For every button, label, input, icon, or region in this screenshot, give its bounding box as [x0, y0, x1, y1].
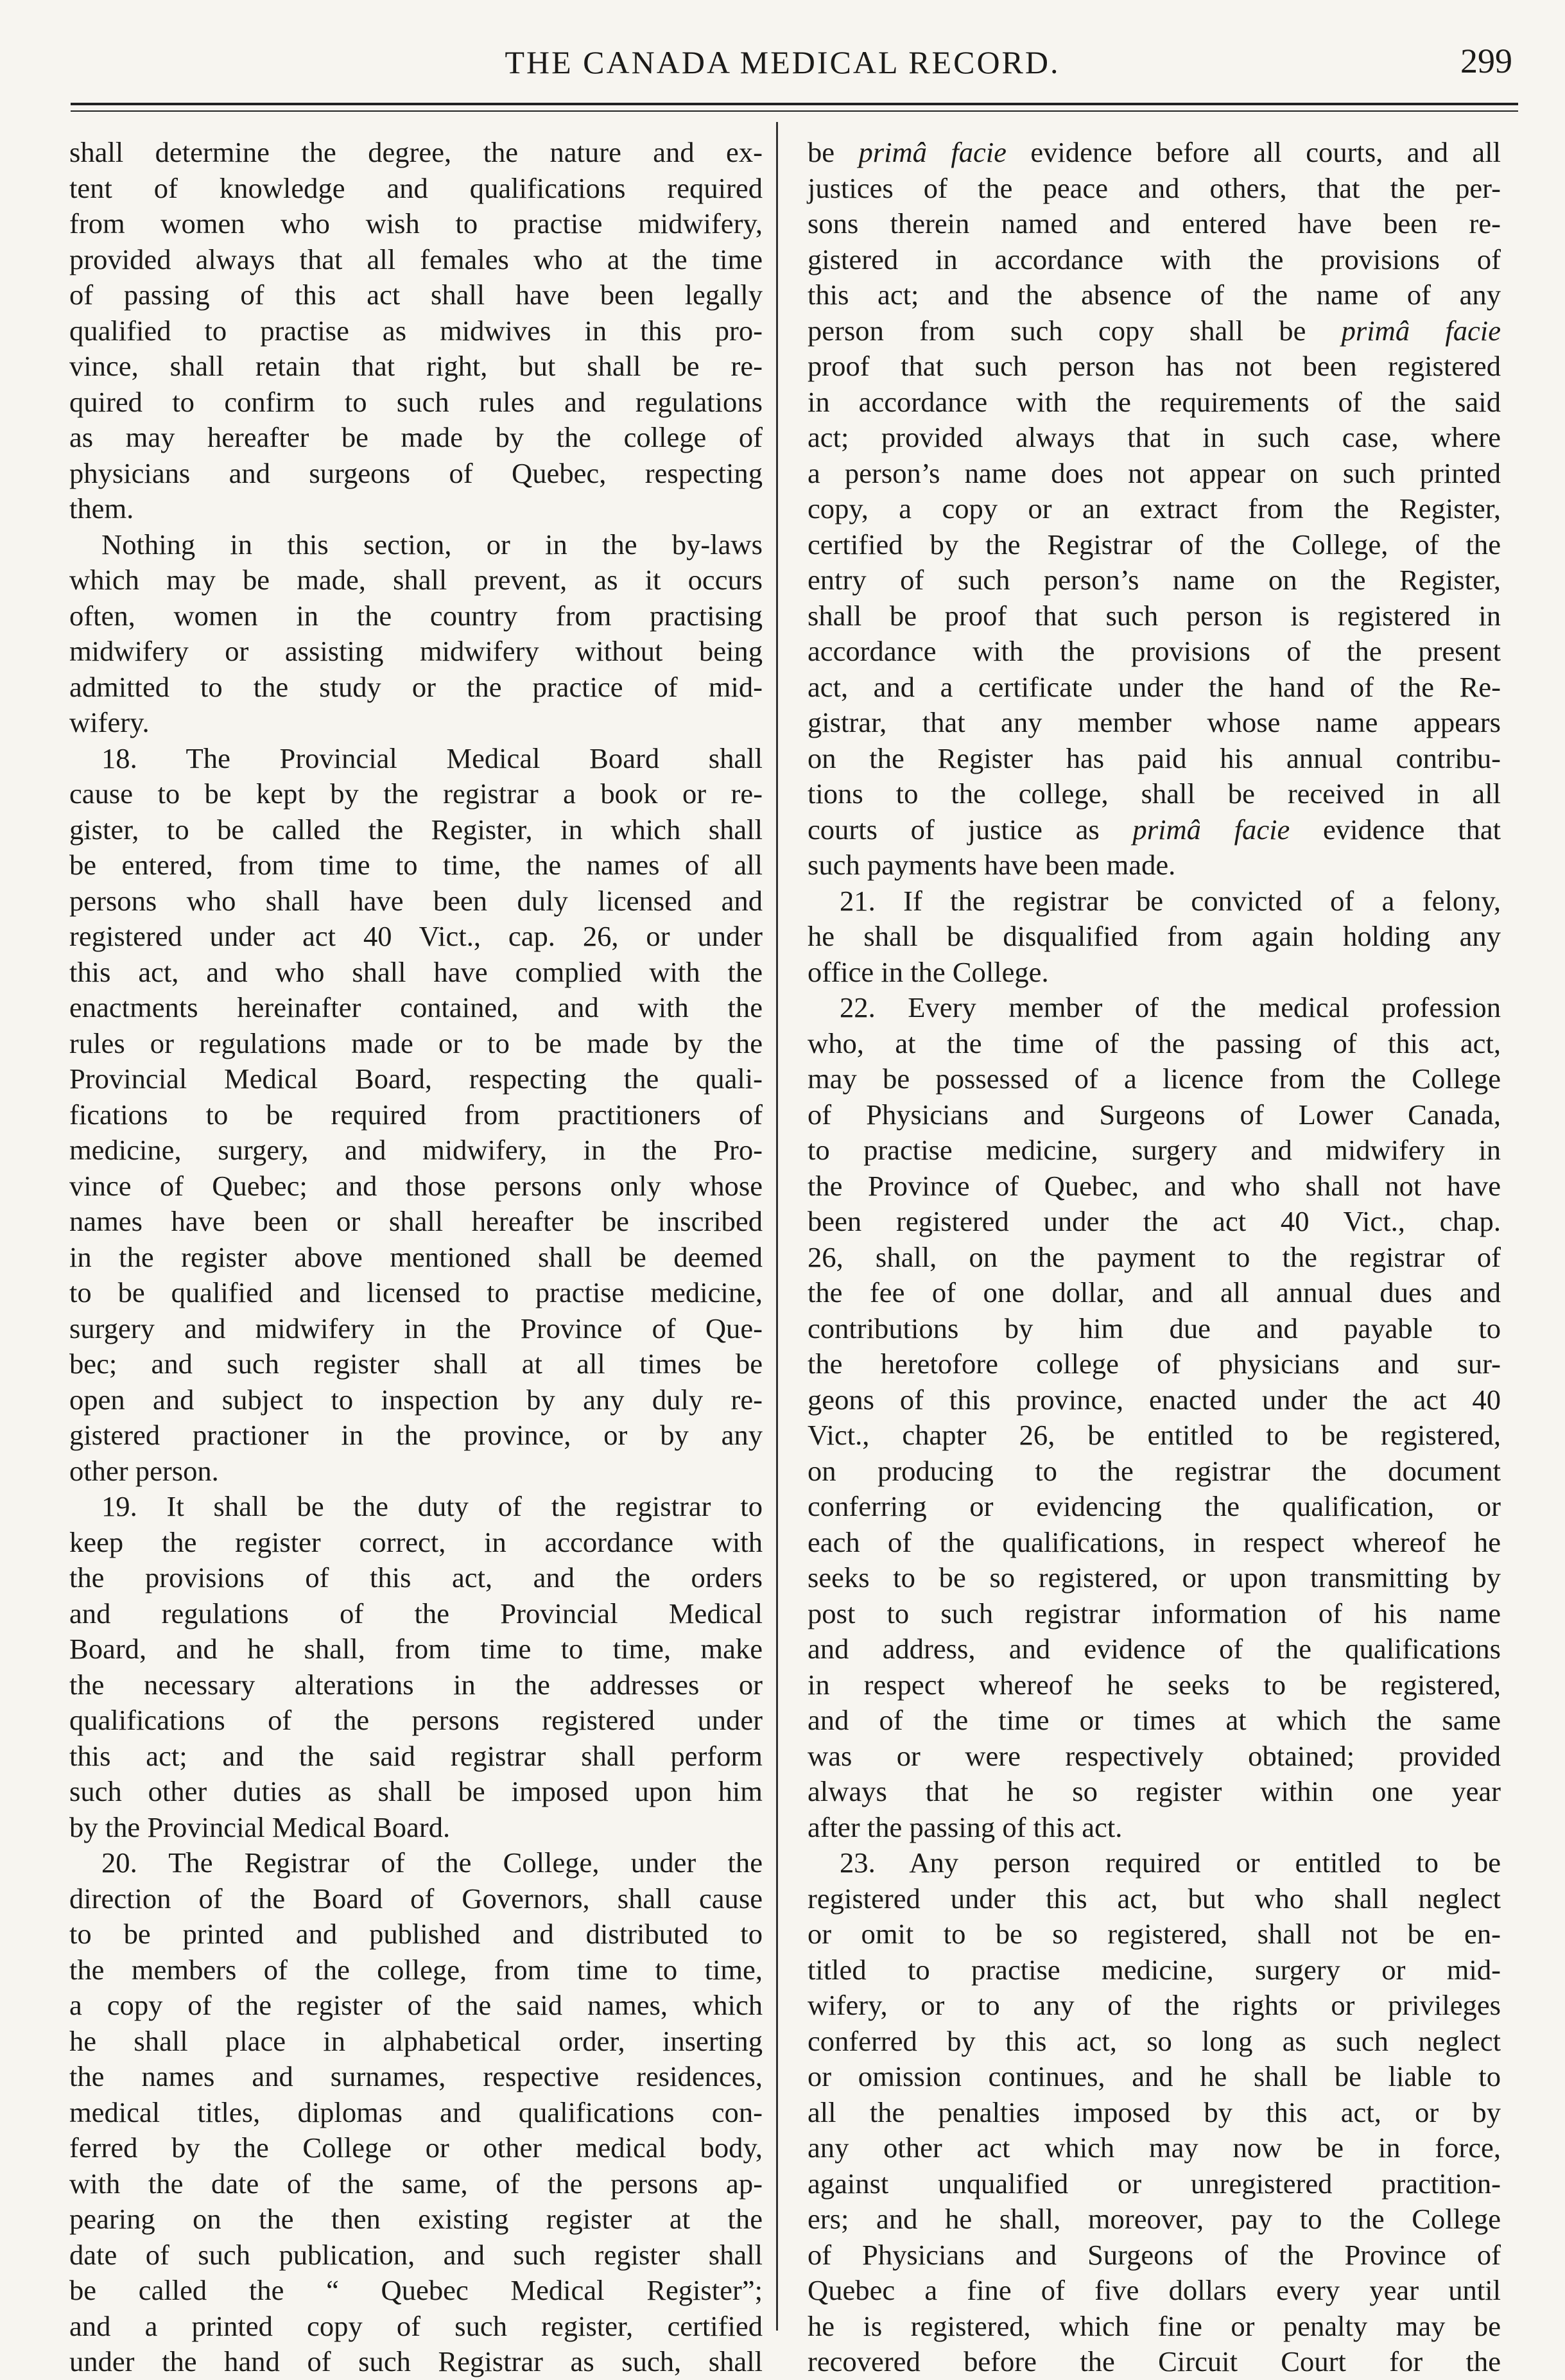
text-line: 23. Any person required or entitled to be [840, 1846, 1501, 1879]
text-line: person from such copy shall be primâ facie [808, 314, 1501, 347]
text-line: he shall be disqualified from again holding any [808, 920, 1501, 952]
text-line: on producing to the registrar the document [808, 1454, 1501, 1487]
text-line: a person’s name does not appear on such printed [808, 456, 1501, 489]
text-line: physicians and surgeons of Quebec, respecting [69, 456, 763, 489]
running-title: THE CANADA MEDICAL RECORD. [505, 44, 1060, 80]
text-line: proof that such person has not been registered [808, 350, 1501, 382]
text-line: he shall place in alphabetical order, inserting [69, 2024, 763, 2057]
text-line: such payments have been made. [808, 849, 1176, 881]
text-line: Board, and he shall, from time to time, make [69, 1633, 763, 1665]
text-line: he is registered, which fine or penalty may be [808, 2309, 1501, 2342]
text-line: which may be made, shall prevent, as it occurs [69, 564, 763, 596]
page-header [39, 39, 1526, 90]
text-line: be called the “ Quebec Medical Register”; [69, 2274, 763, 2306]
header-rule-thin [71, 110, 1518, 112]
text-line: surgery and midwifery in the Province of Que- [69, 1312, 763, 1344]
text-line: any other act which may now be in force, [808, 2132, 1501, 2164]
text-line: persons who shall have been duly licensed and [69, 884, 763, 917]
text-line: wifery. [69, 706, 150, 738]
text-line: bec; and such register shall at all times be [69, 1348, 763, 1380]
text-line: always that he so register within one year [808, 1775, 1501, 1807]
text-line: the Province of Quebec, and who shall not have [808, 1169, 1501, 1202]
header-rule-thick [71, 103, 1518, 105]
left-column [69, 135, 763, 2380]
text-line: medicine, surgery, and midwifery, in the Pro- [69, 1134, 763, 1166]
text-line: Provincial Medical Board, respecting the quali- [69, 1063, 763, 1095]
text-line: to be qualified and licensed to practise medicine, [69, 1276, 763, 1308]
text-line: all the penalties imposed by this act, or by [808, 2096, 1501, 2128]
text-line: conferred by this act, so long as such neglect [808, 2024, 1501, 2057]
text-line: the heretofore college of physicians and sur- [808, 1348, 1501, 1380]
text-line: titled to practise medicine, surgery or mid- [808, 1953, 1501, 1986]
text-line: and a printed copy of such register, certified [69, 2309, 763, 2342]
text-line: direction of the Board of Governors, shall cause [69, 1882, 763, 1915]
text-line: on the Register has paid his annual contribu- [808, 742, 1501, 774]
text-line: 22. Every member of the medical profession [840, 991, 1501, 1023]
text-line: 20. The Registrar of the College, under the [101, 1846, 763, 1879]
text-line: open and subject to inspection by any duly re- [69, 1383, 763, 1416]
text-line: tions to the college, shall be received in all [808, 777, 1501, 810]
text-line: 18. The Provincial Medical Board shall [101, 742, 763, 774]
text-line: other person. [69, 1454, 219, 1487]
text-line: against unqualified or unregistered practition- [808, 2167, 1501, 2200]
text-line: by the Provincial Medical Board. [69, 1811, 451, 1843]
text-line: courts of justice as primâ facie evidence that [808, 813, 1501, 846]
text-line: conferring or evidencing the qualification, or [808, 1490, 1501, 1522]
text-line: accordance with the provisions of the present [808, 635, 1501, 667]
text-line: seeks to be so registered, or upon transmitting by [808, 1561, 1501, 1594]
text-line: them. [69, 492, 134, 525]
text-line: the fee of one dollar, and all annual dues and [808, 1276, 1501, 1308]
text-line: ers; and he shall, moreover, pay to the College [808, 2203, 1501, 2235]
text-line: shall determine the degree, the nature and ex- [69, 136, 763, 168]
text-line: fications to be required from practitioners of [69, 1098, 763, 1131]
text-line: may be possessed of a licence from the College [808, 1063, 1501, 1095]
text-line: qualified to practise as midwives in this pro- [69, 314, 763, 347]
text-line: the names and surnames, respective residences, [69, 2060, 763, 2092]
text-line: contributions by him due and payable to [808, 1312, 1501, 1344]
text-line: office in the College. [808, 955, 1049, 988]
text-line: Nothing in this section, or in the by-laws [101, 528, 763, 560]
text-line: entry of such person’s name on the Register, [808, 564, 1501, 596]
text-line: of passing of this act shall have been legally [69, 279, 763, 311]
text-line: gister, to be called the Register, in which shall [69, 813, 763, 846]
text-line: the necessary alterations in the addresses or [69, 1668, 763, 1701]
text-line: shall be proof that such person is registered in [808, 599, 1501, 632]
text-line: Vict., chapter 26, be entitled to be registered, [808, 1419, 1501, 1451]
right-column [808, 135, 1501, 2380]
text-line: with the date of the same, of the persons ap- [69, 2167, 763, 2200]
text-line: registered under this act, but who shall neglect [808, 1882, 1501, 1915]
text-line: ferred by the College or other medical body, [69, 2132, 763, 2164]
text-line: justices of the peace and others, that the per- [808, 171, 1501, 204]
text-line: provided always that all females who at the time [69, 243, 763, 275]
text-line: rules or regulations made or to be made by the [69, 1027, 763, 1059]
text-line: in accordance with the requirements of the said [808, 385, 1501, 418]
text-line: be entered, from time to time, the names of all [69, 849, 763, 881]
text-line: this act, and who shall have complied with the [69, 955, 763, 988]
text-line: in respect whereof he seeks to be registered, [808, 1668, 1501, 1701]
text-line: and address, and evidence of the qualifications [808, 1633, 1501, 1665]
text-line: vince of Quebec; and those persons only whose [69, 1169, 763, 1202]
text-line: wifery, or to any of the rights or privileges [808, 1989, 1501, 2021]
text-line: registered under act 40 Vict., cap. 26, or under [69, 920, 763, 952]
text-line: tent of knowledge and qualifications required [69, 171, 763, 204]
text-line: often, women in the country from practising [69, 599, 763, 632]
text-line: after the passing of this act. [808, 1811, 1123, 1843]
text-line: copy, a copy or an extract from the Register, [808, 492, 1501, 525]
text-line: admitted to the study or the practice of mid- [69, 670, 763, 703]
text-line: 21. If the registrar be convicted of a felony, [840, 884, 1501, 917]
text-line: midwifery or assisting midwifery without being [69, 635, 763, 667]
text-line: gistered in accordance with the provisions of [808, 243, 1501, 275]
text-line: act, and a certificate under the hand of the Re- [808, 670, 1501, 703]
text-line: recovered before the Circuit Court for the [808, 2345, 1501, 2377]
text-line: to practise medicine, surgery and midwifery in [808, 1134, 1501, 1166]
text-line: of Physicians and Surgeons of Lower Canada, [808, 1098, 1501, 1131]
text-line: the members of the college, from time to time, [69, 1953, 763, 1986]
text-line: who, at the time of the passing of this act, [808, 1027, 1501, 1059]
text-line: pearing on the then existing register at the [69, 2203, 763, 2235]
text-line: or omission continues, and he shall be liable to [808, 2060, 1501, 2092]
text-line: 26, shall, on the payment to the registrar of [808, 1240, 1501, 1273]
text-line: was or were respectively obtained; provided [808, 1739, 1501, 1772]
text-line: under the hand of such Registrar as such, shall [69, 2345, 763, 2377]
text-line: names have been or shall hereafter be inscribed [69, 1205, 763, 1237]
text-line: such other duties as shall be imposed upon him [69, 1775, 763, 1807]
text-line: to be printed and published and distributed to [69, 1918, 763, 1950]
text-line: keep the register correct, in accordance with [69, 1525, 763, 1558]
text-line: a copy of the register of the said names, which [69, 1989, 763, 2021]
text-line: of Physicians and Surgeons of the Province of [808, 2238, 1501, 2271]
text-line: 19. It shall be the duty of the registrar to [101, 1490, 763, 1522]
text-line: this act; and the absence of the name of any [808, 279, 1501, 311]
text-line: been registered under the act 40 Vict., chap. [808, 1205, 1501, 1237]
text-line: act; provided always that in such case, where [808, 421, 1501, 453]
text-line: sons therein named and entered have been re- [808, 207, 1501, 239]
text-line: the provisions of this act, and the orders [69, 1561, 763, 1594]
text-line: from women who wish to practise midwifery, [69, 207, 763, 239]
text-line: geons of this province, enacted under the act 40 [808, 1383, 1501, 1416]
text-line: quired to confirm to such rules and regulations [69, 385, 763, 418]
text-line: in the register above mentioned shall be deemed [69, 1240, 763, 1273]
text-line: or omit to be so registered, shall not be en- [808, 1918, 1501, 1950]
text-line: medical titles, diplomas and qualifications con- [69, 2096, 763, 2128]
text-line: post to such registrar information of his name [808, 1597, 1501, 1629]
text-line: vince, shall retain that right, but shall be re- [69, 350, 763, 382]
text-line: and regulations of the Provincial Medical [69, 1597, 763, 1629]
text-line: Quebec a fine of five dollars every year until [808, 2274, 1501, 2306]
text-line: gistered practioner in the province, or by any [69, 1419, 763, 1451]
text-line: and of the time or times at which the same [808, 1704, 1501, 1736]
page-number: 299 [1460, 42, 1512, 80]
column-divider [776, 122, 778, 2331]
text-line: qualifications of the persons registered under [69, 1704, 763, 1736]
text-line: each of the qualifications, in respect whereof he [808, 1525, 1501, 1558]
text-line: certified by the Registrar of the College, of the [808, 528, 1501, 560]
text-line: this act; and the said registrar shall perform [69, 1739, 763, 1772]
text-line: cause to be kept by the registrar a book or re- [69, 777, 763, 810]
text-line: gistrar, that any member whose name appears [808, 706, 1501, 738]
text-line: as may hereafter be made by the college of [69, 421, 763, 453]
text-line: be primâ facie evidence before all courts, and all [808, 136, 1501, 168]
text-line: enactments hereinafter contained, and with the [69, 991, 763, 1023]
text-line: date of such publication, and such register shall [69, 2238, 763, 2271]
